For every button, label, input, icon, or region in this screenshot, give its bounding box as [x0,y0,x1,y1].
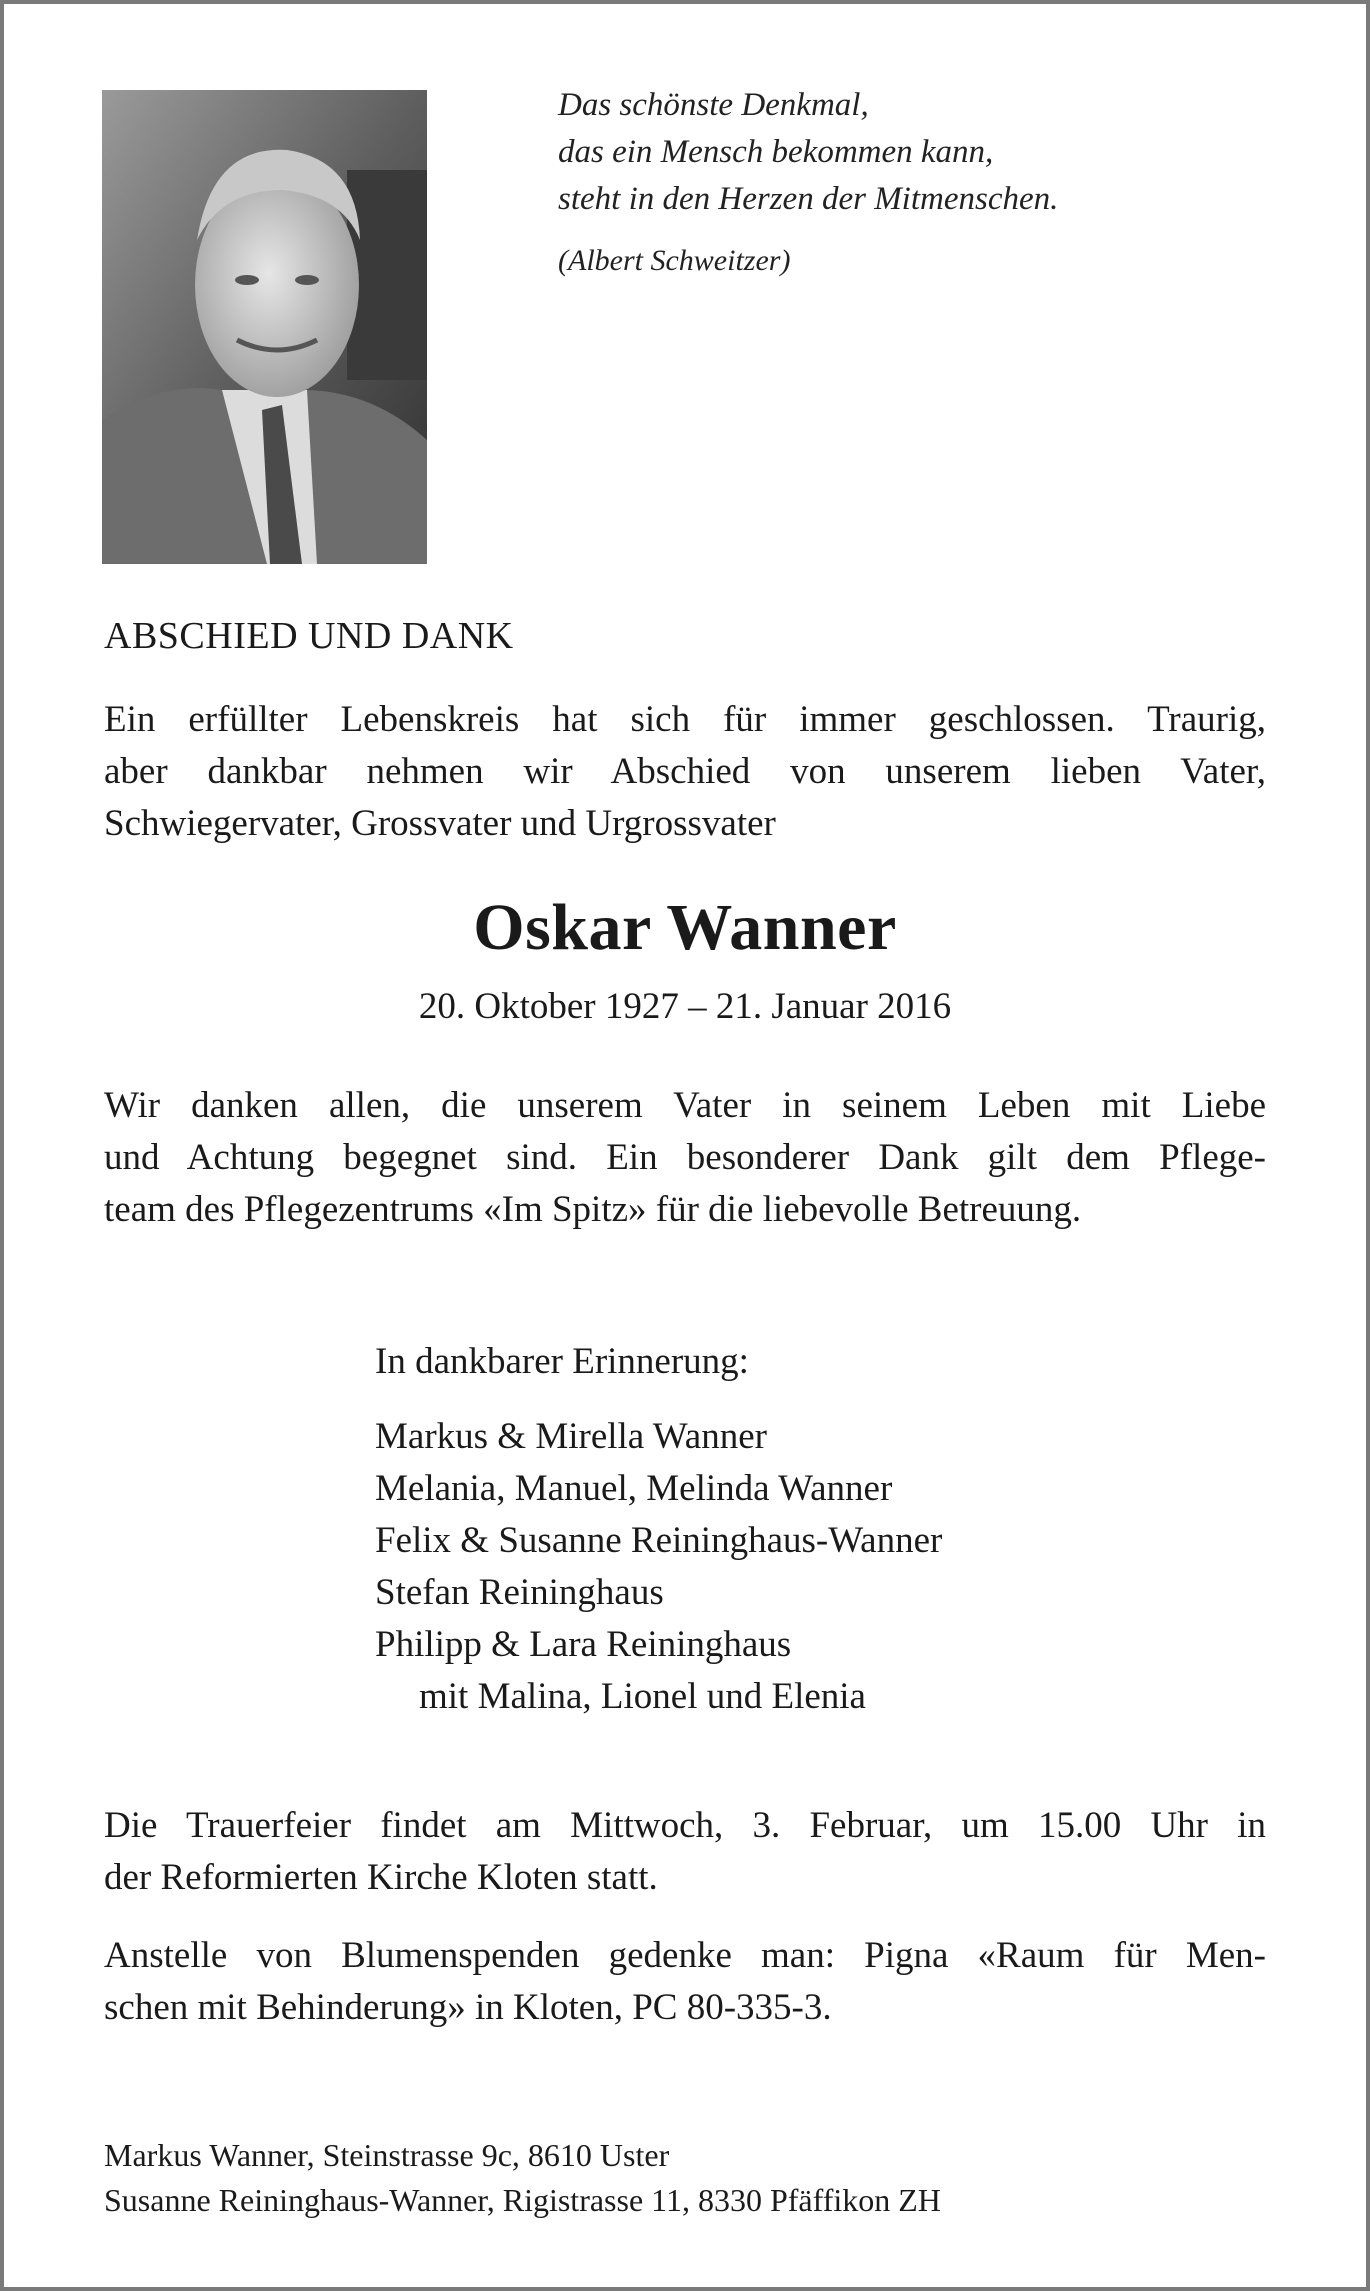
ceremony-line: Die Trauerfeier findet am Mittwoch, 3. Februar, um 15.00 Uhr in [104,1805,1266,1846]
mourner-name: Stefan Reininghaus [375,1572,664,1613]
intro-paragraph [104,694,1266,850]
portrait-photo [102,90,427,564]
quote-line: steht in den Herzen der Mitmenschen. [558,181,1059,217]
thanks-paragraph [104,1080,1266,1236]
mourner-name: Melania, Manuel, Melinda Wanner [375,1468,893,1509]
quote-line: Das schönste Denkmal, [558,87,869,123]
address-line: Markus Wanner, Steinstrasse 9c, 8610 Uster [104,2137,670,2173]
memory-label: In dankbarer Erinnerung: [375,1341,749,1382]
donation-line: schen mit Behinderung» in Kloten, PC 80-335-3. [104,1987,832,2028]
quote-block [558,82,1278,284]
mourner-name: Felix & Susanne Reininghaus-Wanner [375,1520,943,1561]
mourner-name: Markus & Mirella Wanner [375,1416,767,1457]
thanks-line: Wir danken allen, die unserem Vater in seinem Leben mit Liebe [104,1085,1266,1126]
thanks-line: und Achtung begegnet sind. Ein besonderer Dank gilt dem Pflege- [104,1137,1266,1178]
donation-line: Anstelle von Blumenspenden gedenke man: Pigna «Raum für Men- [104,1935,1266,1976]
heading: ABSCHIED UND DANK [104,615,514,657]
mourner-name: mit Malina, Lionel und Elenia [419,1676,866,1717]
deceased-name: Oskar Wanner [473,891,897,964]
addresses-block [104,2133,1266,2223]
address-line: Susanne Reininghaus-Wanner, Rigistrasse 11, 8330 Pfäffikon ZH [104,2182,941,2218]
life-dates: 20. Oktober 1927 – 21. Januar 2016 [418,986,952,1027]
thanks-line: team des Pflegezentrums «Im Spitz» für die liebevolle Betreuung. [104,1189,1082,1230]
memory-block [375,1340,942,1723]
ceremony-line: der Reformierten Kirche Kloten statt. [104,1857,658,1898]
intro-line: Schwiegervater, Grossvater und Urgrossvater [104,803,776,844]
mourner-name: Philipp & Lara Reininghaus [375,1624,792,1665]
intro-line: Ein erfüllter Lebenskreis hat sich für immer geschlossen. Traurig, [104,699,1266,740]
ceremony-paragraph [104,1800,1266,1904]
intro-line: aber dankbar nehmen wir Abschied von unserem lieben Vater, [104,751,1266,792]
quote-line: das ein Mensch bekommen kann, [558,134,994,170]
quote-author: (Albert Schweitzer) [558,244,791,277]
donation-paragraph [104,1930,1266,2034]
